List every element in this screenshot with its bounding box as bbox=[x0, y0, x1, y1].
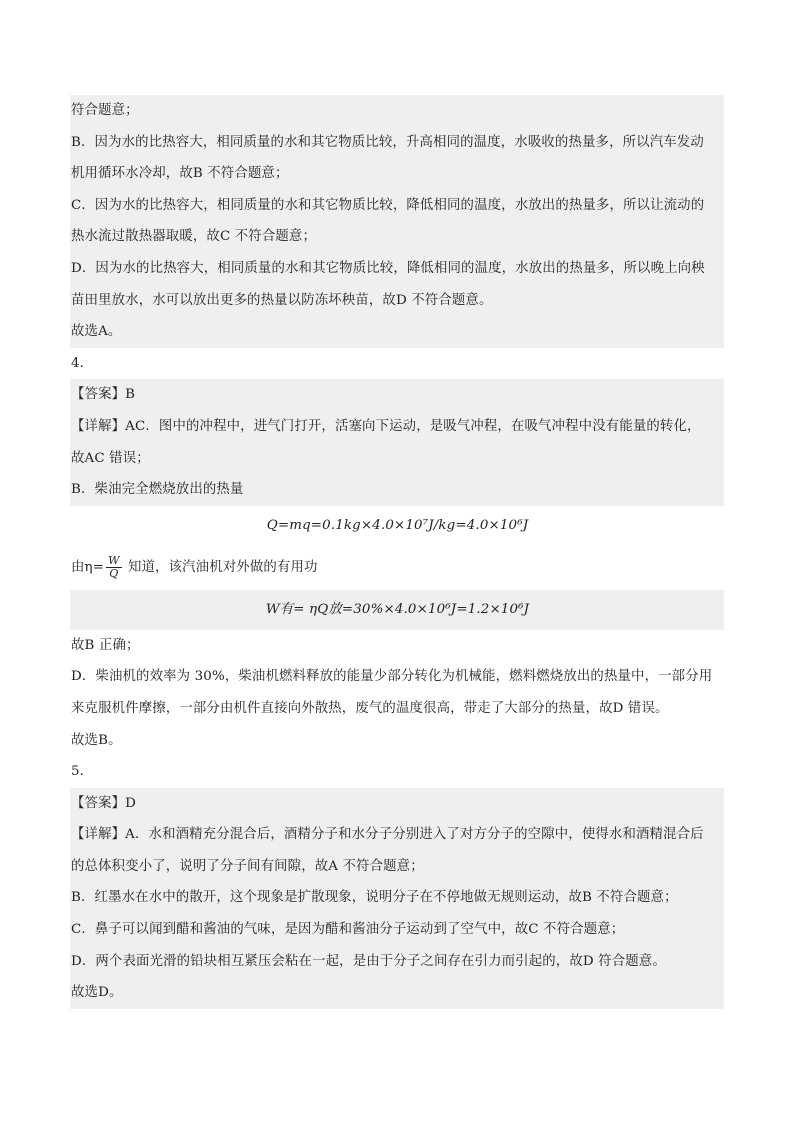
fraction-numerator: W bbox=[108, 553, 120, 567]
text-line: B．红墨水在水中的散开，这个现象是扩散现象，说明分子在不停地做无规则运动，故B 不符合题意； bbox=[70, 882, 724, 914]
text-line: D．两个表面光滑的铅块相互紧压会粘在一起，是由于分子之间存在引力而引起的，故D 符合题意。 bbox=[70, 946, 724, 978]
explanation-line: 【详解】AC．图中的冲程中，进气门打开，活塞向下运动，是吸气冲程，在吸气冲程中没有能量的转化， bbox=[70, 411, 724, 443]
eta-prefix: 由η= bbox=[71, 559, 105, 575]
text-line: 故B 正确； bbox=[70, 630, 724, 662]
eta-suffix: 知道，该汽油机对外做的有用功 bbox=[123, 559, 318, 575]
text-line: 机用循环水冷却，故B 不符合题意； bbox=[70, 158, 724, 190]
formula-text: Q=mq=0.1kg×4.0×10⁷J/kg=4.0×10⁶J bbox=[266, 517, 529, 533]
answer-label: 【答案】D bbox=[70, 788, 724, 820]
question-number: 4． bbox=[70, 348, 724, 380]
text-line: D．柴油机的效率为 30%，柴油机燃料释放的能量少部分转化为机械能，燃料燃烧放出的热量中，一部分用 bbox=[70, 661, 724, 693]
text-line: 故选D。 bbox=[70, 977, 724, 1009]
answer-content bbox=[70, 95, 724, 1009]
text-line: 故选B。 bbox=[70, 725, 724, 757]
text-line: C．鼻子可以闻到醋和酱油的气味，是因为醋和酱油分子运动到了空气中，故C 不符合题意； bbox=[70, 914, 724, 946]
formula-heat bbox=[70, 506, 724, 546]
formula-work bbox=[70, 590, 724, 630]
text-line: C．因为水的比热容大，相同质量的水和其它物质比较，降低相同的温度，水放出的热量多，所以让流动的 bbox=[70, 190, 724, 222]
text-line: 来克服机件摩擦，一部分由机件直接向外散热，废气的温度很高，带走了大部分的热量，故D 错误。 bbox=[70, 693, 724, 725]
text-line: 故选A。 bbox=[70, 316, 724, 348]
efficiency-line bbox=[70, 546, 724, 590]
question-number: 5． bbox=[70, 756, 724, 788]
text-line: D．因为水的比热容大，相同质量的水和其它物质比较，降低相同的温度，水放出的热量多，所以晚上向秧 bbox=[70, 253, 724, 285]
text-line: 符合题意； bbox=[70, 95, 724, 127]
text-line: 故AC 错误； bbox=[70, 443, 724, 475]
text-line: B．柴油完全燃烧放出的热量 bbox=[70, 474, 724, 506]
text-line: 苗田里放水，水可以放出更多的热量以防冻坏秧苗，故D 不符合题意。 bbox=[70, 285, 724, 317]
fraction bbox=[106, 555, 121, 580]
explanation-line: 【详解】A．水和酒精充分混合后，酒精分子和水分子分别进入了对方分子的空隙中，使得水和酒精混合后 bbox=[70, 819, 724, 851]
text-line: 热水流过散热器取暖，故C 不符合题意； bbox=[70, 221, 724, 253]
answer-label: 【答案】B bbox=[70, 379, 724, 411]
text-line: B．因为水的比热容大，相同质量的水和其它物质比较，升高相同的温度，水吸收的热量多，所以汽车发动 bbox=[70, 127, 724, 159]
fraction-denominator: Q bbox=[109, 566, 119, 580]
formula-text: W有= ηQ放=30%×4.0×10⁶J=1.2×10⁶J bbox=[265, 601, 530, 617]
text-line: 的总体积变小了，说明了分子间有间隙，故A 不符合题意； bbox=[70, 851, 724, 883]
